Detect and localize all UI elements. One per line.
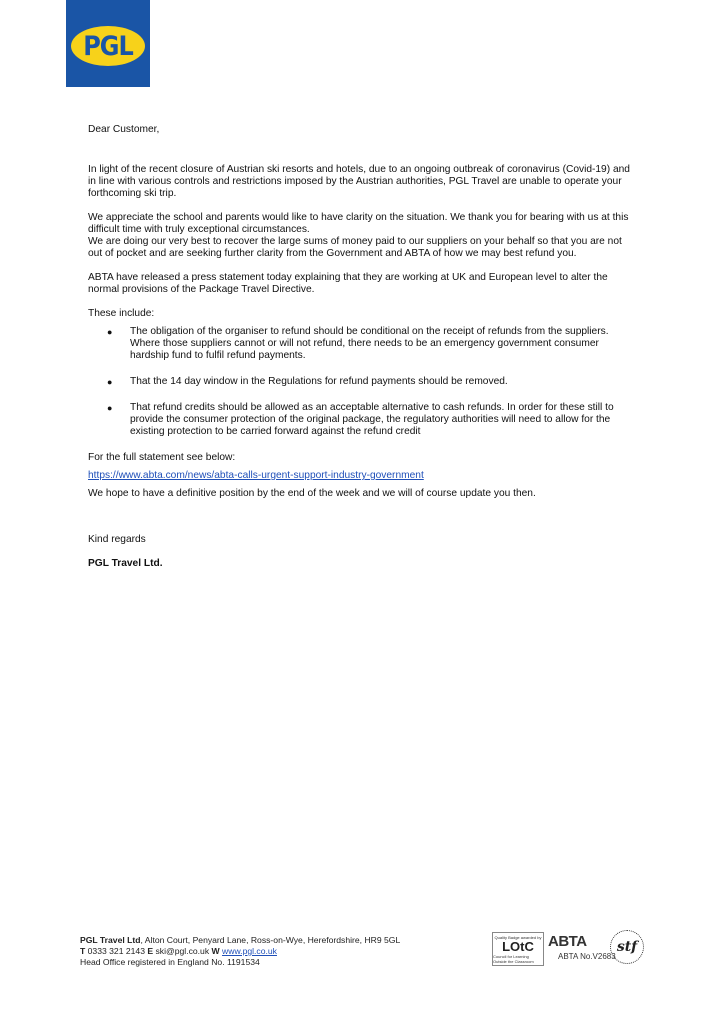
list-item-text: That the 14 day window in the Regulations for refund payments should be removed.	[130, 376, 508, 387]
pgl-logo-text: PGL	[83, 30, 133, 62]
paragraph-full-statement: For the full statement see below:	[88, 452, 236, 463]
quality-badge-logo: Quality Badge awarded by LOtC Council for Learning Outside the Classroom	[492, 932, 544, 966]
footer-phone: 0333 321 2143	[85, 946, 148, 956]
pgl-logo	[66, 0, 150, 87]
letter-body	[88, 124, 636, 570]
list-item	[88, 326, 636, 362]
accreditation-badges	[492, 930, 642, 970]
footer-registered: Head Office registered in England No. 1191534	[80, 957, 260, 967]
bullet-icon: ●	[107, 377, 113, 387]
abta-logo: ABTA	[548, 933, 587, 950]
paragraph-recovery: We are doing our very best to recover the large sums of money paid to our suppliers on your behalf so that you are not out of pocket and are seeking further clarity from the Government and ABTA of how we may best refund you.	[88, 236, 622, 259]
footer-address-line	[80, 935, 480, 946]
greeting: Dear Customer,	[88, 124, 160, 135]
list-item-text: The obligation of the organiser to refund should be conditional on the receipt of refunds from the suppliers. Where those suppliers cannot or will not refund, there needs to be an emergency government consumer hardship fund to fulfil refund payments.	[130, 326, 609, 361]
stf-logo: stf	[610, 930, 644, 964]
footer	[80, 935, 480, 968]
footer-contact-line: T 0333 321 2143 E ski@pgl.co.uk W www.pgl.co.uk	[80, 946, 277, 956]
paragraph-clarity: We appreciate the school and parents would like to have clarity on the situation. We thank you for bearing with us at this difficult time with truly exceptional circumstances.	[88, 212, 629, 235]
paragraph-these-include: These include:	[88, 308, 155, 319]
list-item	[88, 376, 636, 388]
pgl-logo-oval	[71, 26, 145, 66]
footer-email: ski@pgl.co.uk	[153, 946, 212, 956]
footer-address: , Alton Court, Penyard Lane, Ross-on-Wye, Herefordshire, HR9 5GL	[140, 935, 401, 945]
closing: Kind regards	[88, 534, 146, 545]
list-item	[88, 402, 636, 438]
abta-statement-link[interactable]: https://www.abta.com/news/abta-calls-urgent-support-industry-government	[88, 470, 424, 481]
provisions-list	[88, 326, 636, 438]
paragraph-abta-statement: ABTA have released a press statement today explaining that they are working at UK and European level to alter the normal provisions of the Package Travel Directive.	[88, 272, 608, 295]
paragraph-update: We hope to have a definitive position by the end of the week and we will of course update you then.	[88, 488, 536, 499]
bullet-icon: ●	[107, 403, 113, 413]
signature: PGL Travel Ltd.	[88, 558, 163, 569]
bullet-icon: ●	[107, 327, 113, 337]
abta-number: ABTA No.V2683	[558, 952, 616, 961]
footer-company: PGL Travel Ltd	[80, 935, 141, 945]
footer-website-link[interactable]: www.pgl.co.uk	[222, 946, 277, 956]
paragraph-closure: In light of the recent closure of Austrian ski resorts and hotels, due to an ongoing outbreak of coronavirus (Covid-19) and in line with various controls and restrictions imposed by the Austrian authorities, PGL Travel are unable to operate your forthcoming ski trip.	[88, 164, 630, 199]
list-item-text: That refund credits should be allowed as an acceptable alternative to cash refunds. In order for these still to provide the consumer protection of the original package, the regulatory authorities will need to allow for the existing protection to be carried forward against the refund credit	[130, 402, 614, 437]
